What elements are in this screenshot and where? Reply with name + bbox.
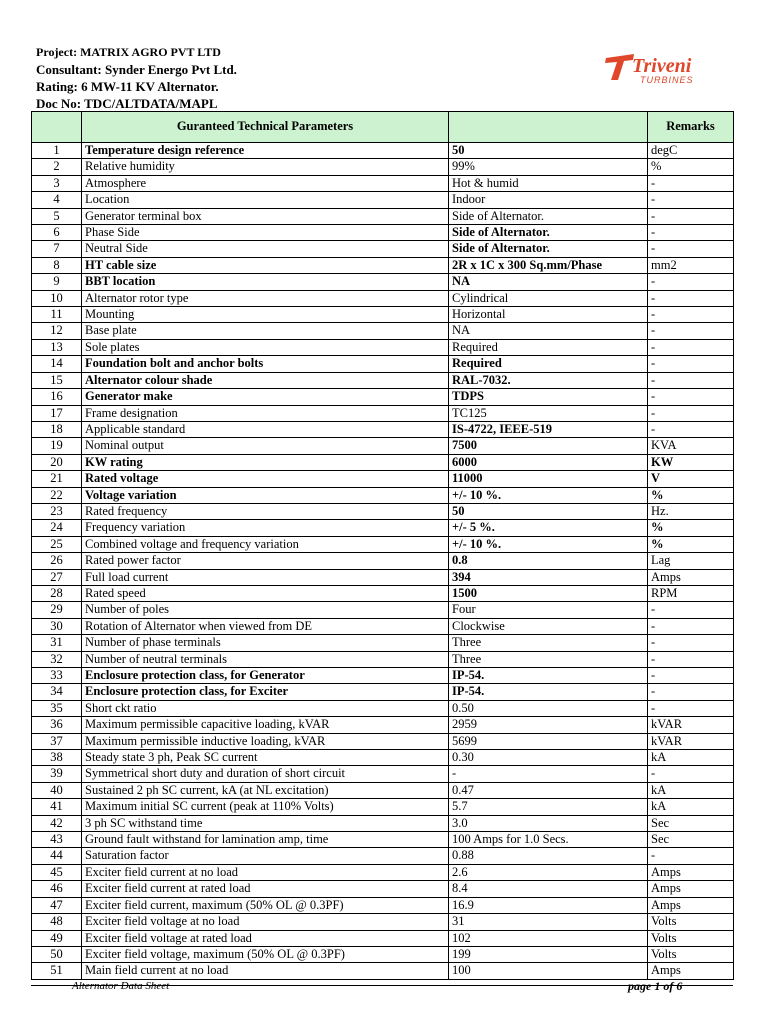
remark-cell: Volts [648, 930, 734, 946]
value-cell: - [449, 766, 648, 782]
remark-cell: - [648, 241, 734, 257]
remark-cell: kA [648, 750, 734, 766]
table-row [32, 290, 734, 306]
row-number: 28 [32, 585, 82, 601]
value-cell: 31 [449, 914, 648, 930]
parameter-cell: Sustained 2 ph SC current, kA (at NL excitation) [82, 782, 449, 798]
remark-cell: - [648, 372, 734, 388]
parameter-cell: Saturation factor [82, 848, 449, 864]
parameter-cell: Full load current [82, 569, 449, 585]
technical-parameters-table [31, 111, 734, 980]
parameter-cell: Short ckt ratio [82, 700, 449, 716]
row-number: 23 [32, 503, 82, 519]
parameter-cell: Generator make [82, 389, 449, 405]
header-sno [32, 112, 82, 143]
remark-cell: - [648, 274, 734, 290]
parameter-cell: Ground fault withstand for lamination amp, time [82, 832, 449, 848]
parameter-cell: Number of neutral terminals [82, 651, 449, 667]
table-row [32, 618, 734, 634]
row-number: 17 [32, 405, 82, 421]
value-cell: IP-54. [449, 684, 648, 700]
value-cell: 0.50 [449, 700, 648, 716]
table-row [32, 799, 734, 815]
table-row [32, 684, 734, 700]
remark-cell: kVAR [648, 717, 734, 733]
value-cell: Required [449, 339, 648, 355]
parameter-cell: Rotation of Alternator when viewed from DE [82, 618, 449, 634]
table-row [32, 733, 734, 749]
remark-cell: - [648, 618, 734, 634]
table-row [32, 175, 734, 191]
parameter-cell: HT cable size [82, 257, 449, 273]
consultant-line: Consultant: Synder Energo Pvt Ltd. [36, 62, 237, 77]
value-cell: Three [449, 651, 648, 667]
remark-cell: % [648, 536, 734, 552]
table-row [32, 832, 734, 848]
parameter-cell: Exciter field voltage at rated load [82, 930, 449, 946]
table-row [32, 257, 734, 273]
parameter-cell: Exciter field current, maximum (50% OL @ 0.3PF) [82, 897, 449, 913]
value-cell: NA [449, 274, 648, 290]
table-row [32, 848, 734, 864]
row-number: 19 [32, 438, 82, 454]
remark-cell: - [648, 602, 734, 618]
table-row [32, 208, 734, 224]
table-row [32, 438, 734, 454]
row-number: 51 [32, 963, 82, 979]
header-parameters: Guranteed Technical Parameters [82, 112, 449, 143]
remark-cell: kA [648, 799, 734, 815]
remark-cell: - [648, 684, 734, 700]
value-cell: 1500 [449, 585, 648, 601]
value-cell: Clockwise [449, 618, 648, 634]
table-row [32, 307, 734, 323]
table-row [32, 503, 734, 519]
value-cell: Side of Alternator. [449, 241, 648, 257]
row-number: 36 [32, 717, 82, 733]
table-row [32, 864, 734, 880]
remark-cell: Amps [648, 881, 734, 897]
row-number: 34 [32, 684, 82, 700]
row-number: 15 [32, 372, 82, 388]
remark-cell: KW [648, 454, 734, 470]
table-row [32, 766, 734, 782]
rating-line: Rating: 6 MW-11 KV Alternator. [36, 79, 219, 94]
remark-cell: - [648, 635, 734, 651]
table-row [32, 241, 734, 257]
table-row [32, 782, 734, 798]
table-row [32, 668, 734, 684]
remark-cell: Sec [648, 815, 734, 831]
parameter-cell: Enclosure protection class, for Exciter [82, 684, 449, 700]
value-cell: 16.9 [449, 897, 648, 913]
parameter-cell: Steady state 3 ph, Peak SC current [82, 750, 449, 766]
parameter-cell: Relative humidity [82, 159, 449, 175]
remark-cell: KVA [648, 438, 734, 454]
row-number: 40 [32, 782, 82, 798]
row-number: 12 [32, 323, 82, 339]
row-number: 27 [32, 569, 82, 585]
value-cell: Side of Alternator. [449, 225, 648, 241]
parameter-cell: Generator terminal box [82, 208, 449, 224]
value-cell: +/- 5 %. [449, 520, 648, 536]
row-number: 42 [32, 815, 82, 831]
remark-cell: - [648, 700, 734, 716]
value-cell: +/- 10 %. [449, 536, 648, 552]
parameter-cell: BBT location [82, 274, 449, 290]
value-cell: 50 [449, 143, 648, 159]
remark-cell: - [648, 290, 734, 306]
value-cell: 2.6 [449, 864, 648, 880]
value-cell: 6000 [449, 454, 648, 470]
parameter-cell: Location [82, 192, 449, 208]
row-number: 44 [32, 848, 82, 864]
value-cell: 100 Amps for 1.0 Secs. [449, 832, 648, 848]
triveni-logo [604, 50, 714, 86]
parameter-cell: Exciter field current at no load [82, 864, 449, 880]
value-cell: Four [449, 602, 648, 618]
table-row [32, 471, 734, 487]
page-number: page 1 of 6 [628, 979, 683, 993]
row-number: 45 [32, 864, 82, 880]
table-row [32, 421, 734, 437]
table-row [32, 520, 734, 536]
row-number: 26 [32, 553, 82, 569]
parameter-cell: Temperature design reference [82, 143, 449, 159]
remark-cell: - [648, 339, 734, 355]
row-number: 30 [32, 618, 82, 634]
row-number: 24 [32, 520, 82, 536]
table-row [32, 897, 734, 913]
table-row [32, 356, 734, 372]
project-line: Project: MATRIX AGRO PVT LTD [36, 45, 221, 59]
remark-cell: - [648, 766, 734, 782]
value-cell: 7500 [449, 438, 648, 454]
table-row [32, 339, 734, 355]
parameter-cell: KW rating [82, 454, 449, 470]
value-cell: 394 [449, 569, 648, 585]
row-number: 18 [32, 421, 82, 437]
table-row [32, 389, 734, 405]
table-body [32, 143, 734, 980]
value-cell: 2R x 1C x 300 Sq.mm/Phase [449, 257, 648, 273]
parameter-cell: Exciter field voltage at no load [82, 914, 449, 930]
value-cell: Hot & humid [449, 175, 648, 191]
remark-cell: - [648, 668, 734, 684]
remark-cell: mm2 [648, 257, 734, 273]
parameter-cell: Foundation bolt and anchor bolts [82, 356, 449, 372]
row-number: 2 [32, 159, 82, 175]
value-cell: 5699 [449, 733, 648, 749]
table-row [32, 553, 734, 569]
row-number: 43 [32, 832, 82, 848]
table-row [32, 651, 734, 667]
value-cell: 102 [449, 930, 648, 946]
value-cell: RAL-7032. [449, 372, 648, 388]
table-row [32, 405, 734, 421]
row-number: 25 [32, 536, 82, 552]
parameter-cell: Phase Side [82, 225, 449, 241]
row-number: 46 [32, 881, 82, 897]
remark-cell: - [648, 651, 734, 667]
value-cell: IP-54. [449, 668, 648, 684]
remark-cell: % [648, 159, 734, 175]
remark-cell: RPM [648, 585, 734, 601]
row-number: 48 [32, 914, 82, 930]
parameter-cell: Symmetrical short duty and duration of short circuit [82, 766, 449, 782]
document-header [36, 44, 237, 112]
row-number: 50 [32, 946, 82, 962]
row-number: 33 [32, 668, 82, 684]
parameter-cell: Voltage variation [82, 487, 449, 503]
remark-cell: % [648, 487, 734, 503]
value-cell: 2959 [449, 717, 648, 733]
parameter-cell: Number of phase terminals [82, 635, 449, 651]
value-cell: 0.30 [449, 750, 648, 766]
table-row [32, 717, 734, 733]
remark-cell: - [648, 307, 734, 323]
table-row [32, 323, 734, 339]
row-number: 1 [32, 143, 82, 159]
table-row [32, 536, 734, 552]
table-row [32, 487, 734, 503]
footer-doc-name: Alternator Data Sheet [72, 980, 170, 992]
parameter-cell: Alternator rotor type [82, 290, 449, 306]
table-row [32, 143, 734, 159]
row-number: 21 [32, 471, 82, 487]
parameter-cell: Frequency variation [82, 520, 449, 536]
row-number: 3 [32, 175, 82, 191]
value-cell: Required [449, 356, 648, 372]
value-cell: Horizontal [449, 307, 648, 323]
row-number: 39 [32, 766, 82, 782]
parameter-cell: Base plate [82, 323, 449, 339]
row-number: 41 [32, 799, 82, 815]
table-row [32, 159, 734, 175]
logo-wordmark: Triveni [632, 55, 692, 77]
parameter-cell: Rated speed [82, 585, 449, 601]
table-header-row [32, 112, 734, 143]
remark-cell: Amps [648, 569, 734, 585]
value-cell: Side of Alternator. [449, 208, 648, 224]
row-number: 35 [32, 700, 82, 716]
table-row [32, 930, 734, 946]
table-row [32, 454, 734, 470]
header-value [449, 112, 648, 143]
remark-cell: degC [648, 143, 734, 159]
remark-cell: - [648, 356, 734, 372]
logo-subtitle: TURBINES [640, 75, 694, 85]
row-number: 7 [32, 241, 82, 257]
doc-number-line: Doc No: TDC/ALTDATA/MAPL [36, 96, 218, 111]
table-row [32, 963, 734, 979]
value-cell: 0.47 [449, 782, 648, 798]
row-number: 4 [32, 192, 82, 208]
parameter-cell: Rated frequency [82, 503, 449, 519]
remark-cell: - [648, 389, 734, 405]
table-row [32, 602, 734, 618]
parameter-cell: Exciter field voltage, maximum (50% OL @ 0.3PF) [82, 946, 449, 962]
row-number: 37 [32, 733, 82, 749]
table-row [32, 569, 734, 585]
parameter-cell: Alternator colour shade [82, 372, 449, 388]
table-row [32, 700, 734, 716]
row-number: 11 [32, 307, 82, 323]
parameter-cell: 3 ph SC withstand time [82, 815, 449, 831]
parameter-cell: Number of poles [82, 602, 449, 618]
row-number: 10 [32, 290, 82, 306]
parameter-cell: Exciter field current at rated load [82, 881, 449, 897]
parameter-cell: Nominal output [82, 438, 449, 454]
value-cell: TDPS [449, 389, 648, 405]
remark-cell: Amps [648, 864, 734, 880]
row-number: 6 [32, 225, 82, 241]
value-cell: NA [449, 323, 648, 339]
value-cell: Cylindrical [449, 290, 648, 306]
row-number: 47 [32, 897, 82, 913]
value-cell: 0.8 [449, 553, 648, 569]
parameter-cell: Frame designation [82, 405, 449, 421]
row-number: 49 [32, 930, 82, 946]
value-cell: 3.0 [449, 815, 648, 831]
remark-cell: Volts [648, 914, 734, 930]
remark-cell: - [648, 225, 734, 241]
remark-cell: - [648, 848, 734, 864]
remark-cell: Sec [648, 832, 734, 848]
table-row [32, 585, 734, 601]
parameter-cell: Applicable standard [82, 421, 449, 437]
parameter-cell: Mounting [82, 307, 449, 323]
remark-cell: Volts [648, 946, 734, 962]
parameter-cell: Main field current at no load [82, 963, 449, 979]
value-cell: 0.88 [449, 848, 648, 864]
table-row [32, 914, 734, 930]
remark-cell: Amps [648, 963, 734, 979]
parameter-cell: Atmosphere [82, 175, 449, 191]
table-row [32, 946, 734, 962]
parameter-cell: Enclosure protection class, for Generator [82, 668, 449, 684]
remark-cell: - [648, 405, 734, 421]
value-cell: Three [449, 635, 648, 651]
row-number: 13 [32, 339, 82, 355]
table-row [32, 635, 734, 651]
row-number: 20 [32, 454, 82, 470]
value-cell: 11000 [449, 471, 648, 487]
row-number: 38 [32, 750, 82, 766]
remark-cell: - [648, 175, 734, 191]
remark-cell: Hz. [648, 503, 734, 519]
row-number: 29 [32, 602, 82, 618]
parameter-cell: Rated voltage [82, 471, 449, 487]
parameter-cell: Combined voltage and frequency variation [82, 536, 449, 552]
row-number: 31 [32, 635, 82, 651]
remark-cell: V [648, 471, 734, 487]
value-cell: 8.4 [449, 881, 648, 897]
value-cell: 99% [449, 159, 648, 175]
table-row [32, 815, 734, 831]
remark-cell: kVAR [648, 733, 734, 749]
row-number: 14 [32, 356, 82, 372]
table-row [32, 274, 734, 290]
value-cell: 5.7 [449, 799, 648, 815]
parameter-cell: Maximum permissible capacitive loading, kVAR [82, 717, 449, 733]
value-cell: 100 [449, 963, 648, 979]
parameter-cell: Maximum initial SC current (peak at 110% Volts) [82, 799, 449, 815]
remark-cell: - [648, 192, 734, 208]
row-number: 8 [32, 257, 82, 273]
table-row [32, 225, 734, 241]
remark-cell: - [648, 323, 734, 339]
value-cell: +/- 10 %. [449, 487, 648, 503]
parameter-cell: Neutral Side [82, 241, 449, 257]
remark-cell: Amps [648, 897, 734, 913]
table-row [32, 750, 734, 766]
value-cell: Indoor [449, 192, 648, 208]
value-cell: 199 [449, 946, 648, 962]
row-number: 16 [32, 389, 82, 405]
row-number: 9 [32, 274, 82, 290]
remark-cell: % [648, 520, 734, 536]
remark-cell: kA [648, 782, 734, 798]
table-row [32, 192, 734, 208]
remark-cell: Lag [648, 553, 734, 569]
parameter-cell: Maximum permissible inductive loading, kVAR [82, 733, 449, 749]
value-cell: IS-4722, IEEE-519 [449, 421, 648, 437]
row-number: 5 [32, 208, 82, 224]
remark-cell: - [648, 208, 734, 224]
row-number: 22 [32, 487, 82, 503]
value-cell: 50 [449, 503, 648, 519]
header-remarks: Remarks [648, 112, 734, 143]
remark-cell: - [648, 421, 734, 437]
parameter-cell: Rated power factor [82, 553, 449, 569]
value-cell: TC125 [449, 405, 648, 421]
table-row [32, 372, 734, 388]
table-row [32, 881, 734, 897]
parameter-cell: Sole plates [82, 339, 449, 355]
row-number: 32 [32, 651, 82, 667]
